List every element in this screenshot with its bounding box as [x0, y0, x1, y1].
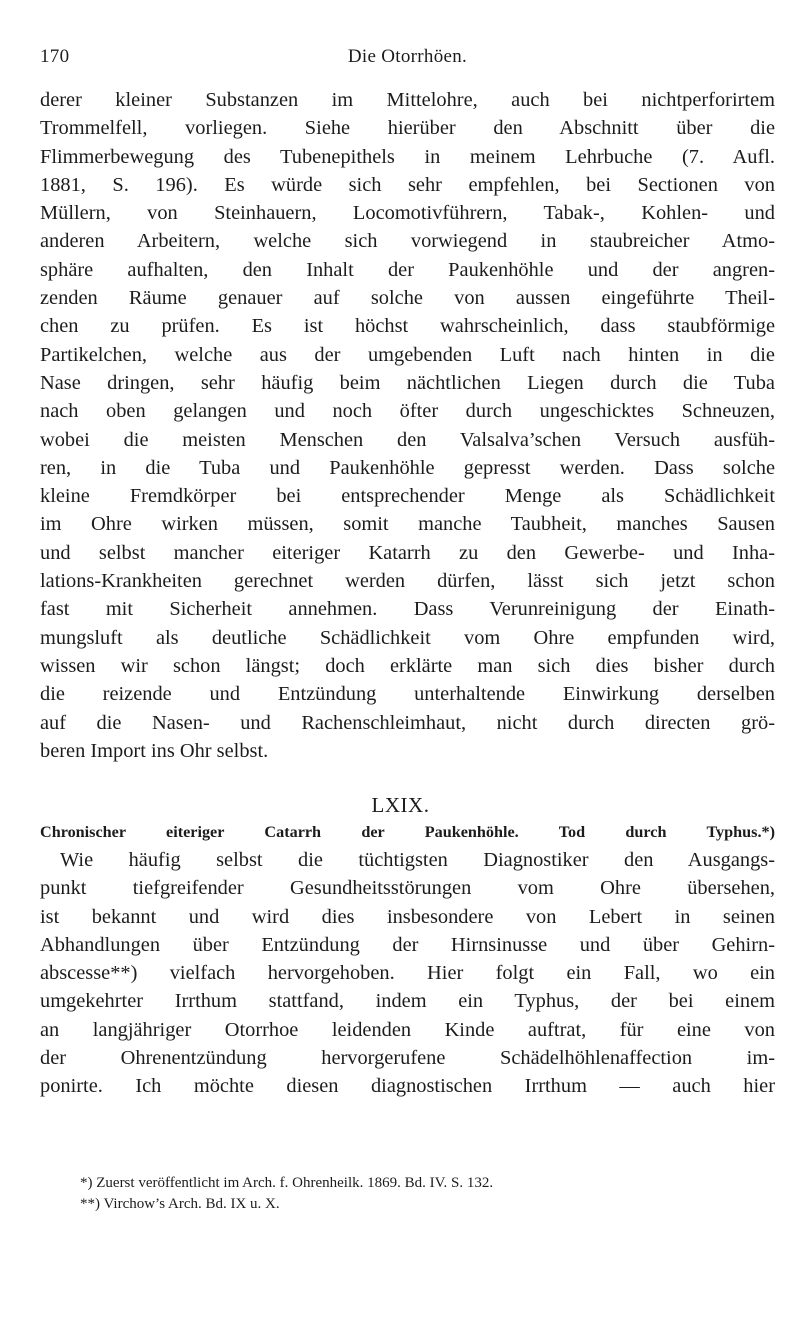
text-line: nach oben gelangen und noch öfter durch ungeschicktes Schneuzen, — [40, 400, 775, 423]
footnote: **) Virchow’s Arch. Bd. IX u. X. — [80, 1196, 280, 1212]
text-line: Partikelchen, welche aus der umgebenden Luft nach hinten in die — [40, 343, 775, 366]
text-line: Flimmerbewegung des Tubenepithels in meinem Lehrbuche (7. Aufl. — [40, 145, 775, 168]
running-title: Die Otorrhöen. — [347, 46, 468, 67]
text-line: 1881, S. 196). Es würde sich sehr empfehlen, bei Sectionen von — [40, 173, 775, 196]
text-line: ponirte. Ich möchte diesen diagnostischen Irrthum — auch hier — [40, 1075, 775, 1098]
text-line: auf die Nasen- und Rachenschleimhaut, nicht durch directen grö- — [40, 711, 775, 734]
text-line: der Ohrenentzündung hervorgerufene Schädelhöhlenaffection im- — [40, 1047, 775, 1070]
text-line: lations-Krankheiten gerechnet werden dürfen, lässt sich jetzt schon — [40, 570, 775, 593]
text-line: kleine Fremdkörper bei entsprechender Menge als Schädlichkeit — [40, 485, 775, 508]
text-line: abscesse**) vielfach hervorgehoben. Hier folgt ein Fall, wo ein — [40, 962, 775, 985]
text-line: Trommelfell, vorliegen. Siehe hierüber den Abschnitt über die — [40, 117, 775, 140]
page-number: 170 — [40, 46, 70, 67]
text-line: wissen wir schon längst; doch erklärte man sich dies bisher durch — [40, 654, 775, 677]
text-line: die reizende und Entzündung unterhaltende Einwirkung derselben — [40, 683, 775, 706]
text-line: fast mit Sicherheit annehmen. Dass Verunreinigung der Einath- — [40, 598, 775, 621]
text-line: zenden Räume genauer auf solche von aussen eingeführte Theil- — [40, 287, 775, 310]
text-line: derer kleiner Substanzen im Mittelohre, auch bei nichtperforirtem — [40, 89, 775, 111]
text-line: chen zu prüfen. Es ist höchst wahrscheinlich, dass staubförmige — [40, 315, 775, 338]
section-number: LXIX. — [371, 793, 430, 817]
section-title: Chronischer eiteriger Catarrh der Paukenhöhle. Tod durch Typhus.*) — [40, 823, 775, 841]
case-paragraph — [40, 846, 775, 1101]
text-line: Wie häufig selbst die tüchtigsten Diagnostiker den Ausgangs- — [60, 849, 775, 871]
text-line: sphäre aufhalten, den Inhalt der Paukenhöhle und der angren- — [40, 258, 775, 281]
footnote: *) Zuerst veröffentlicht im Arch. f. Ohrenheilk. 1869. Bd. IV. S. 132. — [80, 1175, 494, 1191]
text-line: wobei die meisten Menschen den Valsalva’schen Versuch ausfüh- — [40, 428, 775, 451]
text-line: punkt tiefgreifender Gesundheitsstörungen vom Ohre übersehen, — [40, 877, 775, 900]
paragraph-continued — [40, 86, 775, 765]
text-line: mungsluft als deutliche Schädlichkeit vom Ohre empfunden wird, — [40, 626, 775, 649]
text-line: Müllern, von Steinhauern, Locomotivführern, Tabak-, Kohlen- und — [40, 202, 775, 225]
text-line: beren Import ins Ohr selbst. — [40, 739, 269, 762]
text-line: umgekehrter Irrthum stattfand, indem ein Typhus, der bei einem — [40, 990, 775, 1013]
text-line: anderen Arbeitern, welche sich vorwiegend in staubreicher Atmo- — [40, 230, 775, 253]
footnotes — [40, 1173, 775, 1215]
running-head — [40, 46, 775, 74]
text-line: an langjähriger Otorrhoe leidenden Kinde auftrat, für eine von — [40, 1018, 775, 1041]
text-line: ren, in die Tuba und Paukenhöhle gepresst werden. Dass solche — [40, 456, 775, 479]
text-line: ist bekannt und wird dies insbesondere von Lebert in seinen — [40, 905, 775, 928]
text-line: Abhandlungen über Entzündung der Hirnsinusse und über Gehirn- — [40, 933, 775, 956]
text-line: im Ohre wirken müssen, somit manche Taubheit, manches Sausen — [40, 513, 775, 536]
text-line: und selbst mancher eiteriger Katarrh zu den Gewerbe- und Inha- — [40, 541, 775, 564]
text-line: Nase dringen, sehr häufig beim nächtlichen Liegen durch die Tuba — [40, 371, 775, 394]
